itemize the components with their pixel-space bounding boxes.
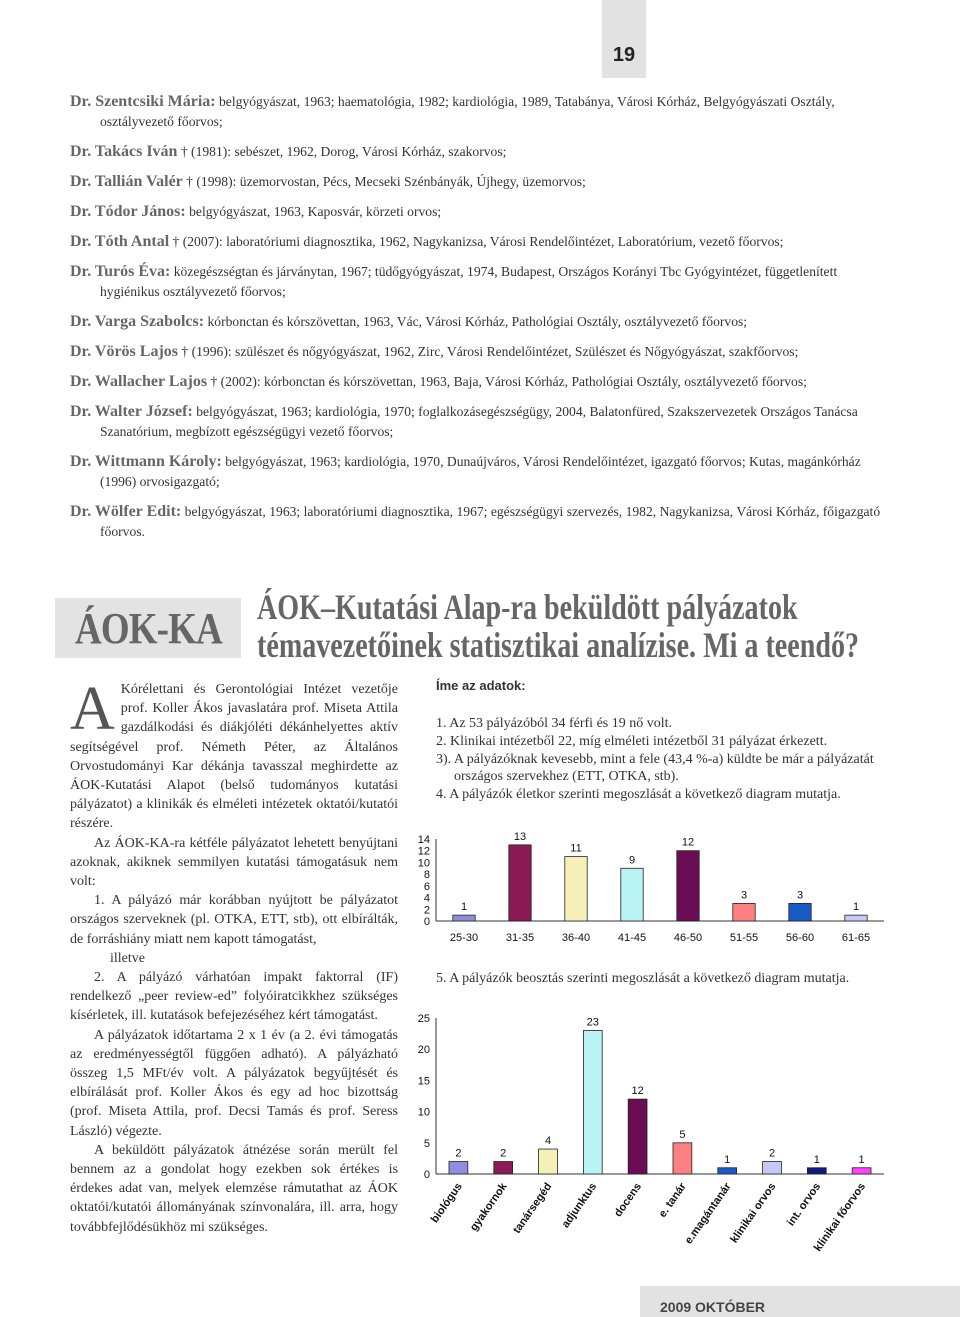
entry-text: † (1998): üzemorvostan, Pécs, Mecseki Szénbányák, Újhegy, üzemorvos; (182, 174, 586, 189)
data-label: 2 (455, 1147, 462, 1160)
data-label: 11 (570, 842, 582, 855)
entry-text: belgyógyászat, 1963; laboratóriumi diagnosztika, 1967; egészségügyi szervezés, 1982, Nagykanizsa, Városi Kórház, főigazgató főorvos. (100, 504, 881, 539)
entry-name: Dr. Wölfer Edit: (70, 503, 182, 520)
entry-name: Dr. Wittmann Károly: (70, 453, 222, 470)
entry-name: Dr. Tódor János: (70, 203, 186, 220)
y-tick-label: 10 (417, 857, 430, 870)
y-tick-label: 0 (423, 1169, 430, 1181)
entry-name: Dr. Walter József: (70, 403, 193, 420)
x-tick-label: 61-65 (841, 932, 871, 944)
x-tick-label: klinikai orvos (728, 1180, 779, 1246)
y-tick-label: 2 (423, 904, 430, 917)
paragraph: Az ÁOK-KA-ra kétféle pályázatot lehetett benyújtani azoknak, akiknek semmilyen kutatási támogatásuk nem volt: (70, 835, 398, 890)
article-title-line-1: ÁOK–Kutatási Alap-ra beküldött pályázatok (257, 587, 798, 627)
data-label: 23 (586, 1016, 599, 1029)
data-label: 12 (681, 836, 695, 849)
entry-text: kórbonctan és kórszövettan, 1963, Vác, Városi Kórház, Pathológiai Osztály, osztályvezető főorvos; (204, 314, 748, 329)
drop-cap: A (70, 675, 115, 743)
bar (565, 857, 587, 921)
bar (733, 903, 755, 921)
bar (453, 915, 475, 921)
footer-date: 2009 OKTÓBER (660, 1299, 766, 1315)
x-tick-label: 51-55 (729, 932, 759, 944)
paragraph: A pályázatok időtartama 2 x 1 év (a 2. évi támogatás az eredményességtől függően adható). A pályázható összeg 1,5 MFt/év volt. A pályázatok begyűjtését és elbírálását prof. Koller Ákos és egy ad hoc bizottság (prof. Miseta Attila, prof. Decsi Tamás és prof. Seress László) végezte. (70, 1027, 398, 1139)
data-label: 1 (813, 1153, 820, 1166)
entry-name: Dr. Szentcsiki Mária: (70, 93, 216, 110)
article-title-line-2: témavezetőinek statisztikai analízise. Mi a teendő? (257, 625, 860, 665)
entry-name: Dr. Varga Szabolcs: (70, 313, 205, 330)
data-label: 1 (724, 1153, 731, 1166)
entry-text: belgyógyászat, 1963; haematológia, 1982; kardiológia, 1989, Tatabánya, Városi Kórház, Belgyógyászati Osztály, osztályvezető főorvos; (100, 94, 835, 129)
y-tick-label: 4 (423, 892, 430, 905)
y-tick-label: 20 (417, 1044, 430, 1057)
entry-name: Dr. Tallián Valér (70, 173, 183, 190)
bar (789, 903, 811, 921)
entry-text: † (1981): sebészet, 1962, Dorog, Városi Kórház, szakorvos; (177, 144, 507, 159)
y-tick-label: 10 (417, 1106, 430, 1119)
data-label: 5 (679, 1128, 686, 1141)
entry-text: † (2007): laboratóriumi diagnosztika, 1962, Nagykanizsa, Városi Rendelőintézet, Laboratórium, vezető főorvos; (169, 234, 784, 249)
x-tick-label: docens (612, 1180, 645, 1220)
list-item: 5. A pályázók beosztás szerinti megoszlását a következő diagram mutatja. (436, 971, 850, 986)
entry-text: † (2002): kórbonctan és kórszövettan, 1963, Baja, Városi Kórház, Pathológiai Osztály, osztályvezető főorvos; (207, 374, 807, 389)
list-item: 2. Klinikai intézetből 22, míg elméleti intézetből 31 pályázat érkezett. (436, 733, 828, 749)
x-tick-label: biológus (428, 1180, 465, 1226)
paragraph: 1. A pályázó már korábban nyújtott be pályázatot országos szerveknek (pl. OTKA, ETT, stb), ott elbírálták, de forráshiány miatt nem kapott támogatást, (70, 893, 398, 947)
entry-text: belgyógyászat, 1963; kardiológia, 1970; foglalkozásegészségügy, 2004, Balatonfüred, Szakszervezetek Országos Tanácsa Szanatórium, megbízott egészségügyi vezető főorvos; (100, 404, 858, 439)
bar (677, 851, 699, 921)
list-item: 1. Az 53 pályázóból 34 férfi és 19 nő volt. (436, 716, 673, 731)
footer-bar (640, 1286, 960, 1317)
paragraph: A beküldött pályázatok átnézése során merült fel bennem az a gondolat hogy ezekben sok értékes is érdekes adat van, melyek elemzése rámutathat az ÁOK oktatói/kutatói állományának színvonalára, ill. arra, hogy továbbfejlődésükhöz mi szükséges. (70, 1142, 398, 1235)
y-tick-label: 14 (417, 834, 430, 846)
x-tick-label: 25-30 (449, 932, 479, 944)
list-item: 4. A pályázók életkor szerinti megoszlását a következő diagram mutatja. (436, 787, 841, 803)
paragraph: illetve (110, 950, 145, 966)
data-label: 12 (631, 1085, 644, 1098)
entry-name: Dr. Takács Iván (70, 143, 178, 160)
x-tick-label: int. orvos (785, 1180, 824, 1229)
data-label: 3 (796, 889, 804, 902)
bar (621, 868, 643, 921)
y-tick-label: 6 (423, 880, 430, 893)
x-tick-label: 56-60 (785, 932, 815, 944)
article-right-column-2 (436, 970, 896, 988)
data-label: 1 (852, 901, 860, 914)
page-number: 19 (612, 44, 636, 66)
entry-name: Dr. Vörös Lajos (70, 343, 179, 360)
x-tick-label: 41-45 (617, 932, 647, 944)
x-tick-label: klinikai főorvos (811, 1180, 869, 1254)
bar (509, 845, 531, 921)
x-tick-label: adjunktus (559, 1180, 600, 1231)
paragraph: 2. A pályázó várhatóan impakt faktorral (IF) rendelkező „peer review-ed” folyóiratcikkhez szükséges kísérletek, ill. kutatások befejezéséhez kért támogatást. (70, 970, 398, 1024)
entry-name: Dr. Wallacher Lajos (70, 373, 208, 390)
y-tick-label: 15 (417, 1075, 430, 1088)
bar (845, 915, 867, 921)
x-tick-label: 46-50 (673, 932, 703, 944)
data-label: 13 (513, 830, 527, 843)
entry-text: belgyógyászat, 1963, Kaposvár, körzeti orvos; (185, 204, 442, 219)
entry-text: belgyógyászat, 1963; kardiológia, 1970, Dunaújváros, Városi Rendelőintézet, igazgató főorvos; Kutas, magánkórház (1996) orvosigazgató; (100, 454, 861, 489)
entry-name: Dr. Tóth Antal (70, 233, 170, 250)
y-tick-label: 0 (423, 916, 430, 928)
y-tick-label: 12 (417, 845, 430, 858)
data-label: 3 (740, 889, 748, 902)
x-tick-label: 31-35 (505, 932, 535, 944)
x-tick-label: 36-40 (561, 932, 591, 944)
entry-name: Dr. Turós Éva: (70, 263, 171, 280)
y-tick-label: 5 (423, 1137, 430, 1150)
x-tick-label: gyakornok (467, 1180, 510, 1234)
x-tick-label: e. tanár (656, 1180, 689, 1220)
entry-text: † (1996): szülészet és nőgyógyászat, 1962, Zirc, Városi Rendelőintézet, Szülészet és Nőgyógyászat, szakfőorvos; (178, 344, 799, 359)
x-tick-label: e.magántanár (682, 1180, 734, 1247)
logo-text: ÁOK-KA (74, 603, 222, 653)
y-tick-label: 8 (423, 869, 430, 882)
list-item: 3). A pályázóknak kevesebb, mint a fele (43,4 %-a) küldte be már a pályázatát országos szervekhez (ETT, OTKA, stb). (436, 751, 874, 785)
data-label: 4 (544, 1135, 552, 1148)
x-tick-label: tanársegéd (510, 1180, 555, 1236)
data-label: 1 (460, 901, 468, 914)
data-heading: Íme az adatok: (436, 678, 526, 693)
data-label: 1 (858, 1153, 865, 1166)
data-label: 2 (500, 1147, 507, 1160)
y-tick-label: 25 (417, 1013, 430, 1025)
data-label: 2 (768, 1147, 776, 1160)
entry-text: közegészségtan és járványtan, 1967; tüdőgyógyászat, 1974, Budapest, Országos Korányi Tbc Gyógyintézet, függetlenített hygiénikus osztályvezető főorvos; (100, 264, 838, 299)
paragraph-text: Kórélettani és Gerontológiai Intézet vezetője prof. Koller Ákos javaslatára prof. Miseta Attila gazdálkodási és diákjóléti dékánhelyettes aktív segítségével prof. Németh Péter, az Általános Orvostudományi Kar dékánja tavasszal meghirdette az ÁOK-Kutatási Alapot (belső tudományos kutatási pályázatot) a klinikák és elméleti intézetek oktatói/kutatói részére. (70, 682, 398, 832)
data-label: 9 (628, 854, 636, 867)
